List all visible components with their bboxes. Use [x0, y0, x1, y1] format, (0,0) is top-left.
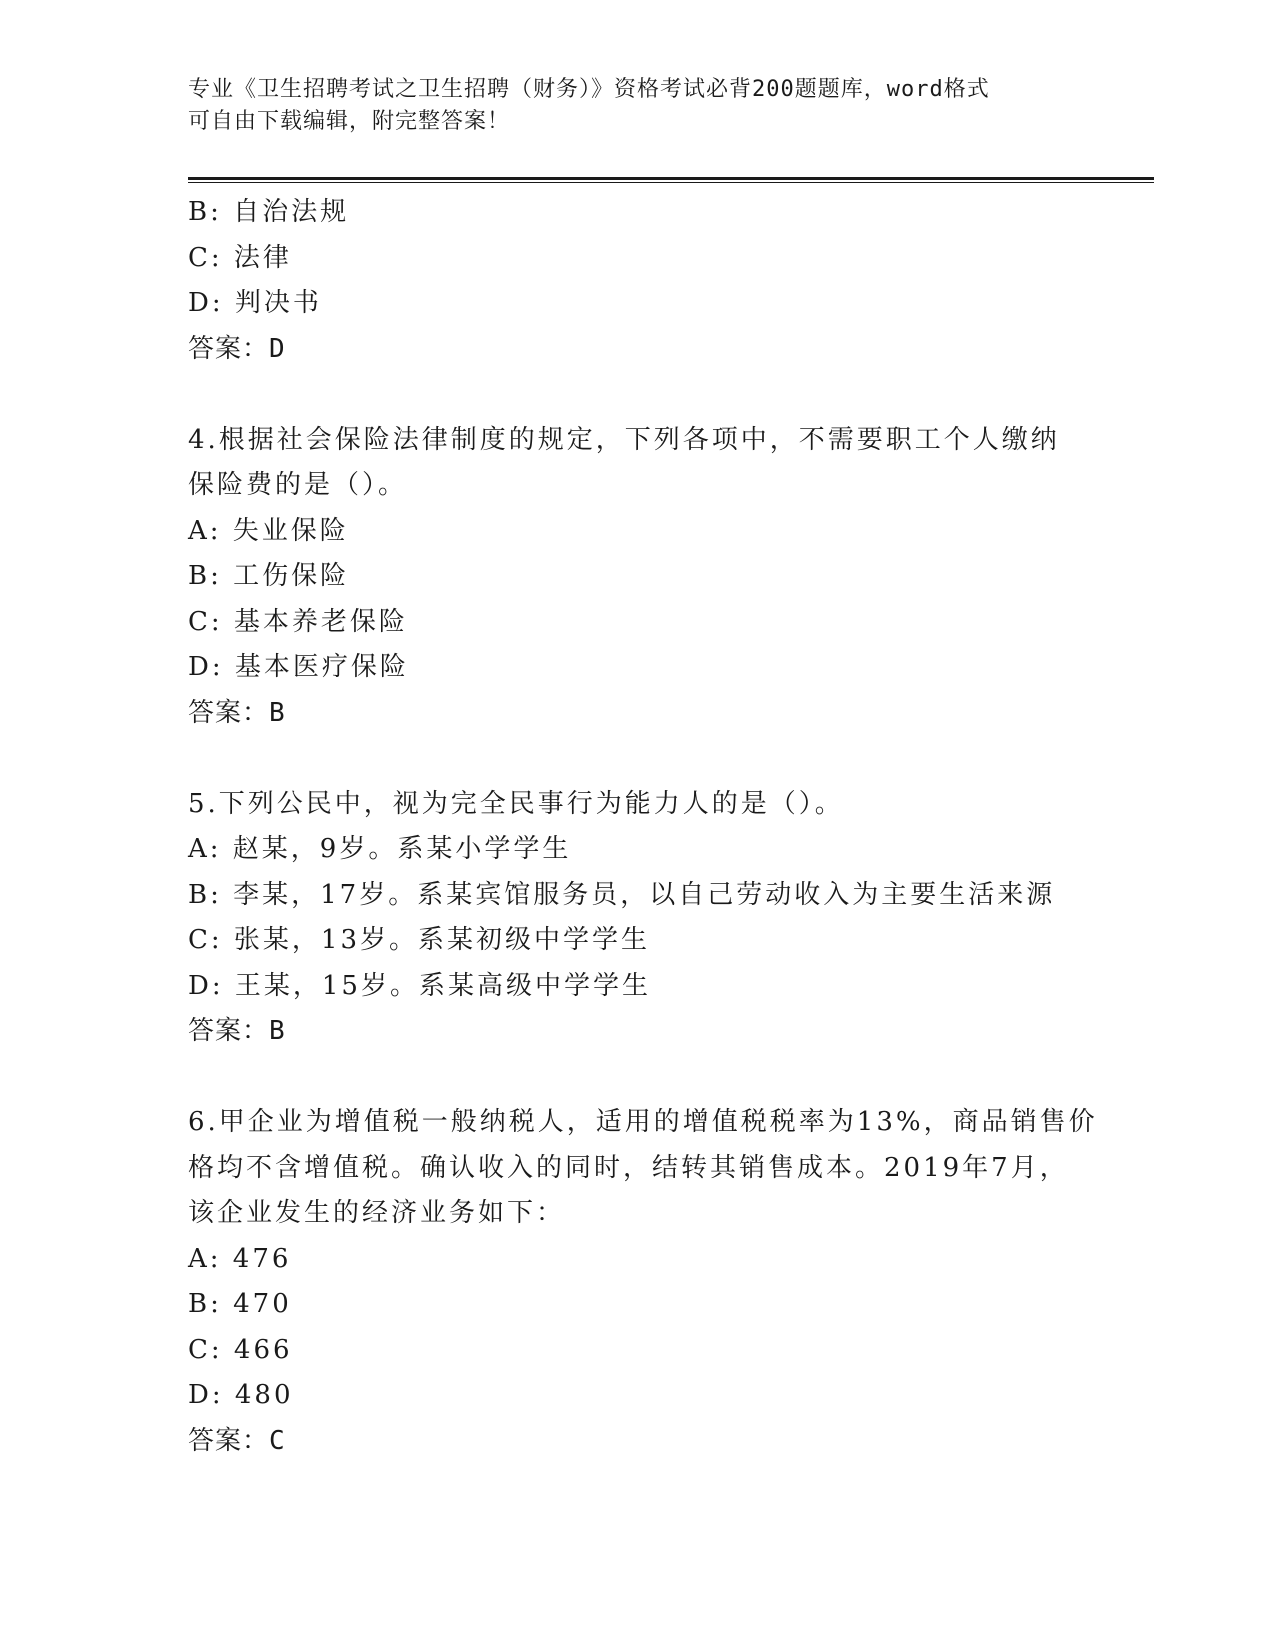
option-a: A: 476 — [188, 1243, 292, 1274]
question-stem-line-1: 6.甲企业为增值税一般纳税人，适用的增值税税率为13%，商品销售价 — [188, 1107, 1098, 1137]
option-d: D: 480 — [188, 1380, 294, 1410]
document-header — [188, 74, 1088, 138]
question-block-6 — [188, 1100, 1148, 1464]
spacer — [188, 372, 1148, 418]
answer-line: 答案：B — [188, 697, 286, 728]
question-block-5 — [188, 782, 1148, 1055]
question-block-4 — [188, 418, 1148, 737]
option-b: B: 工伤保险 — [188, 561, 350, 591]
question-stem-line-3: 该企业发生的经济业务如下： — [188, 1198, 566, 1228]
option-d: D: 王某，15岁。系某高级中学学生 — [188, 970, 651, 1001]
question-stem-line-1: 4.根据社会保险法律制度的规定，下列各项中，不需要职工个人缴纳 — [188, 424, 1060, 455]
header-rule-thin — [188, 182, 1154, 183]
answer-line: 答案：C — [188, 1425, 286, 1456]
option-a: A: 失业保险 — [188, 515, 349, 546]
header-rule-thick — [188, 177, 1154, 180]
option-b: B: 自治法规 — [188, 197, 350, 227]
option-c: C: 466 — [188, 1334, 293, 1365]
answer-line: 答案：D — [188, 333, 286, 364]
answer-line: 答案：B — [188, 1016, 286, 1046]
question-list — [188, 190, 1148, 1464]
header-line-1: 专业《卫生招聘考试之卫生招聘（财务）》资格考试必背200题题库，word格式 — [188, 77, 990, 102]
spacer — [188, 1055, 1148, 1101]
option-c: C: 基本养老保险 — [188, 606, 408, 637]
question-block-3 — [188, 190, 1148, 372]
spacer — [188, 736, 1148, 782]
option-d: D: 判决书 — [188, 288, 322, 318]
option-b: B: 470 — [188, 1289, 292, 1319]
option-b: B: 李某，17岁。系某宾馆服务员，以自己劳动收入为主要生活来源 — [188, 879, 1056, 910]
question-stem-line-2: 保险费的是（）。 — [188, 470, 408, 500]
option-a: A: 赵某，9岁。系某小学学生 — [188, 834, 572, 864]
question-stem-line-1: 5.下列公民中，视为完全民事行为能力人的是（）。 — [188, 788, 844, 819]
header-line-2: 可自由下载编辑，附完整答案！ — [188, 109, 511, 134]
option-d: D: 基本医疗保险 — [188, 652, 409, 682]
option-c: C: 张某，13岁。系某初级中学学生 — [188, 925, 651, 955]
option-c: C: 法律 — [188, 242, 292, 273]
question-stem-line-2: 格均不含增值税。确认收入的同时，结转其销售成本。2019年7月， — [188, 1152, 1069, 1183]
